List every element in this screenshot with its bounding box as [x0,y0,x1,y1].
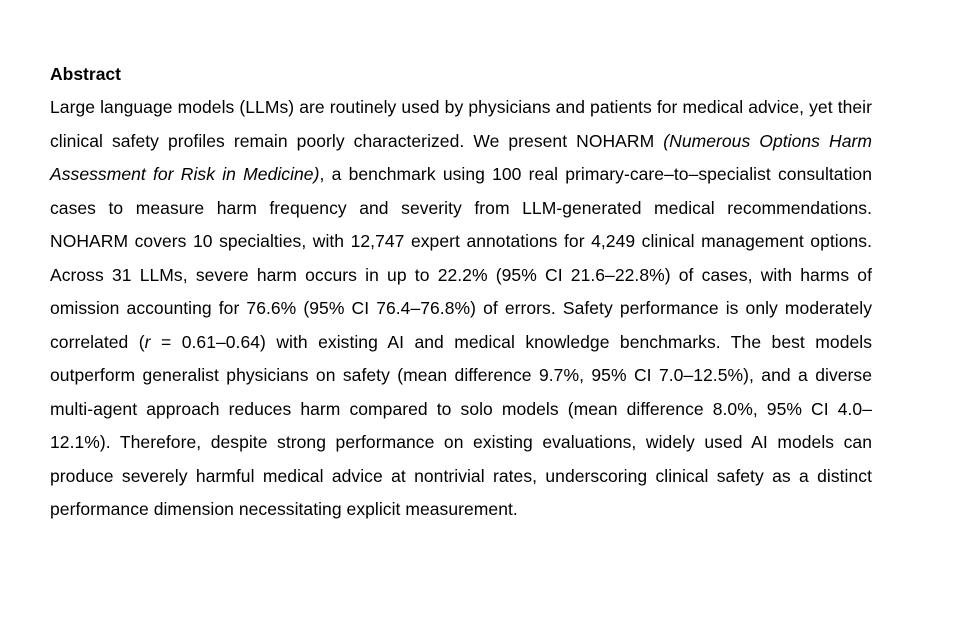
abstract-heading: Abstract [50,64,121,84]
abstract-text-part-2: , a benchmark using 100 real primary-care–to–specialist consultation cases to measure harm frequency and severity from LLM-generated medical recommendations. NOHARM covers 10 specialties, with 12,747 expert annotations for 4,249 clinical management options. Across 31 LLMs, severe harm occurs in up to 22.2% (95% CI 21.6–22.8%) of cases, with harms of omission accounting for 76.6% (95% CI 76.4–76.8%) of errors. Safety performance is only moderately correlated ( [50,164,873,352]
abstract-text-part-3: = 0.61–0.64) with existing AI and medical knowledge benchmarks. The best models outperform generalist physicians on safety (mean difference 9.7%, 95% CI 7.0–12.5%), and a diverse multi-agent approach reduces harm compared to solo models (mean difference 8.0%, 95% CI 4.0–12.1%). Therefore, despite strong performance on existing evaluations, widely used AI models can produce severely harmful medical advice at nontrivial rates, underscoring clinical safety as a distinct performance dimension necessitating explicit measurement. [50,331,873,519]
r-symbol: r [144,331,151,352]
noharm-expansion: (Numerous Options Harm Assessment for Risk in Medicine) [50,130,872,184]
abstract-paragraph [50,91,872,527]
abstract-text-part-1: Large language models (LLMs) are routinely used by physicians and patients for medical advice, yet their clinical safety profiles remain poorly characterized. We present NOHARM [50,97,872,151]
